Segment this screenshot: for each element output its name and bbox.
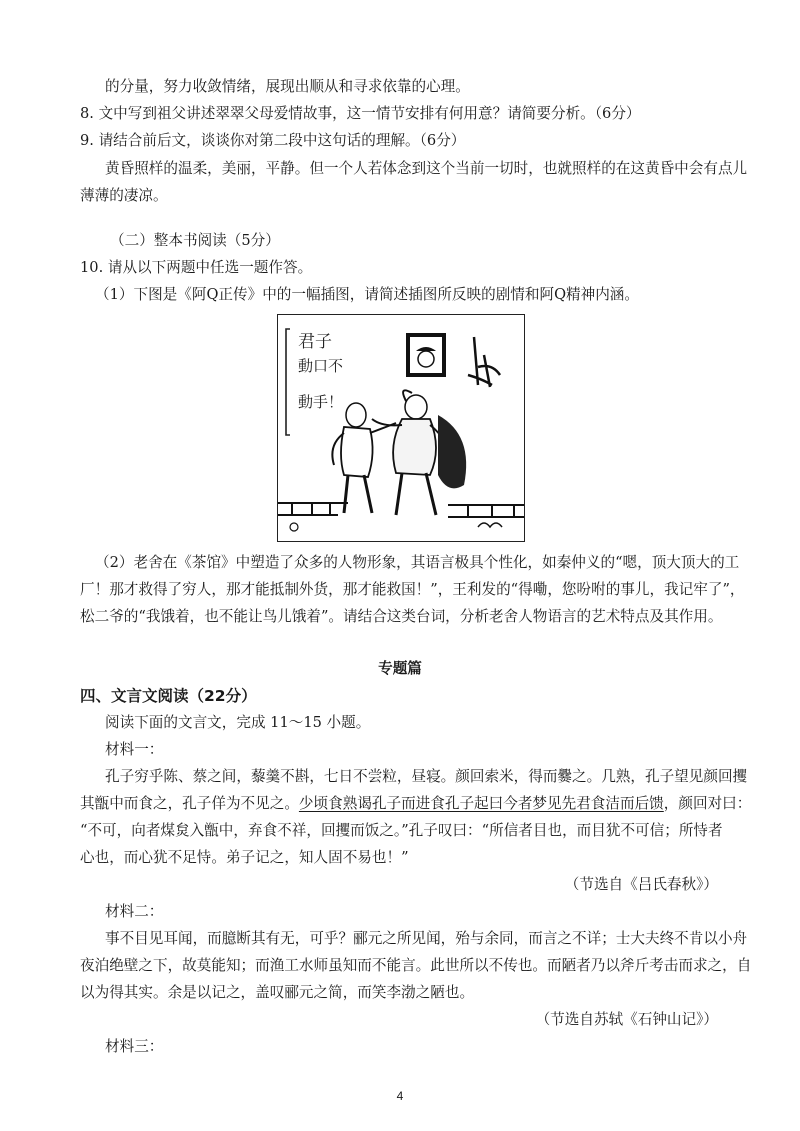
shadow	[438, 415, 466, 488]
text-line: 的分量，努力收敛情绪，展现出顺从和寻求依靠的心理。	[105, 78, 470, 95]
illustration-ah-q	[277, 314, 525, 542]
text-segment: ，颜回对曰：	[663, 795, 752, 812]
source-citation: （节选自《吕氏春秋》）	[564, 876, 718, 893]
figure-right-head	[405, 395, 427, 419]
text-segment: 其甑中而食之，孔子佯为不见之。	[80, 795, 299, 812]
caption-col-3: 動手！	[298, 393, 344, 411]
material-label: 材料三：	[105, 1038, 164, 1055]
caption-col-1: 君子	[298, 332, 332, 352]
question-9: 9. 请结合前后文，谈谈你对第二段中这句话的理解。（6分）	[80, 132, 466, 149]
artist-seal	[290, 523, 298, 531]
caption-col-2: 動口不	[298, 357, 344, 375]
text-line	[80, 794, 751, 814]
text-line: 心也，而心犹不足恃。弟子记之，知人固不易也！”	[80, 849, 409, 866]
quote-line: 薄薄的凄凉。	[80, 187, 168, 204]
source-citation: （节选自苏轼《石钟山记》）	[535, 1011, 718, 1028]
underlined-passage: 少顷食熟谒孔子而进食孔子起曰今者梦见先君食洁而后馈	[298, 795, 664, 812]
figure-left-head	[346, 403, 366, 427]
page-number: 4	[396, 1089, 404, 1103]
figure-left-body	[341, 427, 373, 477]
section-heading: （二）整本书阅读（5分）	[110, 232, 280, 249]
text-line: 事不目见耳闻，而臆断其有无，可乎？郦元之所见闻，殆与余同，而言之不详；士大夫终不肯以小舟	[105, 930, 748, 947]
plant	[468, 337, 500, 387]
question-10-option-1: （1）下图是《阿Q正传》中的一幅插图，请简述插图所反映的剧情和阿Q精神内涵。	[95, 286, 639, 303]
material-label: 材料二：	[105, 903, 164, 920]
text-line: 厂！那才救得了穷人，那才能抵制外货，那才能救国！”，王利发的“得嘞，您吩咐的事儿，我记牢了”，	[80, 581, 745, 598]
text-line: 以为得其实。余是以记之，盖叹郦元之简，而笑李渤之陋也。	[80, 984, 475, 1001]
question-10-option-2: （2）老舍在《茶馆》中塑造了众多的人物形象，其语言极具个性化，如秦仲义的“嗯，顶大顶大的工	[95, 554, 740, 571]
topic-heading: 专题篇	[378, 660, 422, 677]
window-face	[418, 351, 434, 367]
text-line: 孔子穷乎陈、蔡之间，藜羹不斟，七日不尝粒，昼寝。颜回索米，得而爨之。几熟，孔子望见颜回攫	[105, 768, 748, 785]
brick-wall	[278, 503, 524, 517]
question-8: 8. 文中写到祖父讲述翠翠父母爱情故事，这一情节安排有何用意？请简要分析。（6分）	[80, 105, 641, 122]
artist-signature	[478, 523, 502, 527]
caption-bracket	[286, 329, 290, 435]
question-10: 10. 请从以下两题中任选一题作答。	[80, 259, 313, 276]
quote-line: 黄昏照样的温柔，美丽，平静。但一个人若体念到这个当前一切时，也就照样的在这黄昏中会有点儿	[105, 160, 748, 177]
instructions: 阅读下面的文言文，完成 11～15 小题。	[105, 714, 371, 731]
text-line: 松二爷的“我饿着，也不能让鸟儿饿着”。请结合这类台词，分析老舍人物语言的艺术特点及其作用。	[80, 608, 723, 625]
material-label: 材料一：	[105, 741, 164, 758]
figure-right-legs	[396, 473, 436, 515]
illustration-drawing	[278, 315, 524, 541]
text-line: 夜泊绝壁之下，故莫能知；而渔工水师虽知而不能言。此世所以不传也。而陋者乃以斧斤考击而求之，自	[80, 957, 752, 974]
text-line: “不可，向者煤炱入甑中，弃食不祥，回攫而饭之。”孔子叹曰：“所信者目也，而目犹不可信；所恃者	[80, 822, 723, 839]
section-heading: 四、文言文阅读（22分）	[80, 687, 257, 705]
figure-left-legs	[344, 475, 372, 513]
figure-right-body	[393, 419, 436, 475]
